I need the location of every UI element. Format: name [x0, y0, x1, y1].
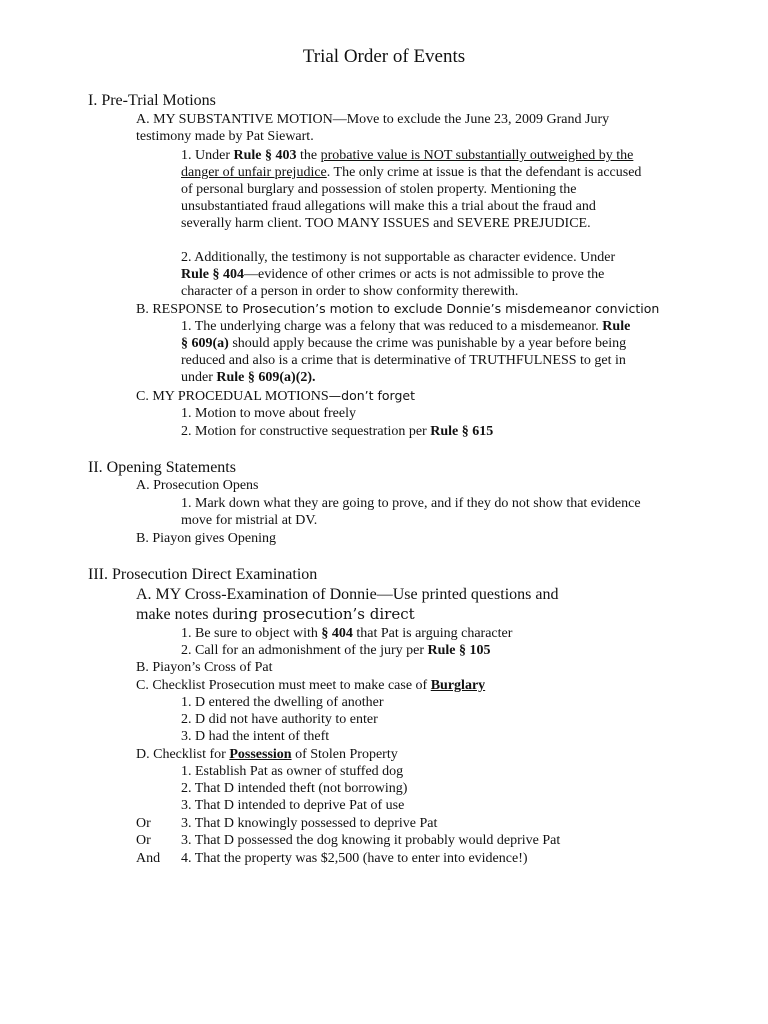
procedural-motions-line: C. MY PROCEDUAL MOTIONS—don’t forget — [136, 388, 416, 404]
possession-point-3c: 3. That D possessed the dog knowing it probably would deprive Pat — [181, 833, 561, 848]
or-label-2: Or — [136, 833, 151, 848]
piayon-cross: B. Piayon’s Cross of Pat — [136, 660, 273, 675]
possession-point-2: 2. That D intended theft (not borrowing) — [181, 781, 408, 796]
rule-615: Rule § 615 — [430, 424, 494, 439]
procedural-point-2: 2. Motion for constructive sequestration per Rule § 615 — [181, 424, 494, 439]
response-point-1-line3: reduced and also is a crime that is determinative of TRUTHFULNESS to get in — [181, 353, 626, 368]
burglary-point-1: 1. D entered the dwelling of another — [181, 695, 384, 710]
opening-a-point-1-line1: 1. Mark down what they are going to prove, and if they do not show that evidence — [181, 496, 641, 511]
point-2-line2: Rule § 404—evidence of other crimes or acts is not admissible to prove the — [181, 267, 605, 282]
response-b-line: B. RESPONSE to Prosecution’s motion to exclude Donnie’s misdemeanor conviction — [136, 301, 660, 317]
cross-exam-a-line1: A. MY Cross-Examination of Donnie—Use printed questions and — [136, 586, 559, 603]
opening-a: A. Prosecution Opens — [136, 478, 259, 493]
point-2-line3: character of a person in order to show conformity therewith. — [181, 284, 519, 299]
checklist-possession: D. Checklist for Possession of Stolen Property — [136, 747, 398, 762]
rule-609a: § 609(a) — [181, 336, 229, 351]
motion-a-line2: testimony made by Pat Siewart. — [136, 129, 314, 144]
response-point-1-line1: 1. The underlying charge was a felony that was reduced to a misdemeanor. Rule — [181, 319, 631, 334]
section-heading-pretrial-motions: I. Pre-Trial Motions — [88, 92, 216, 109]
procedural-point-1: 1. Motion to move about freely — [181, 406, 356, 421]
response-point-1-line4: under Rule § 609(a)(2). — [181, 370, 316, 385]
possession-point-4: 4. That the property was $2,500 (have to enter into evidence!) — [181, 851, 528, 866]
response-point-1-line2: § 609(a) should apply because the crime was punishable by a year before being — [181, 336, 627, 351]
point-1-line5: severally harm client. TOO MANY ISSUES and SEVERE PREJUDICE. — [181, 216, 591, 231]
possession-point-1: 1. Establish Pat as owner of stuffed dog — [181, 764, 404, 779]
section-heading-prosecution-direct: III. Prosecution Direct Examination — [88, 566, 318, 583]
point-1-line4: unsubstantiated fraud allegations will make this a trial about the fraud and — [181, 199, 596, 214]
rule-609a2: Rule § 609(a)(2). — [216, 370, 316, 385]
burglary-point-2: 2. D did not have authority to enter — [181, 712, 378, 727]
cross-point-1: 1. Be sure to object with § 404 that Pat is arguing character — [181, 626, 513, 641]
motion-a-line1: A. MY SUBSTANTIVE MOTION—Move to exclude the June 23, 2009 Grand Jury — [136, 112, 610, 127]
cross-point-2: 2. Call for an admonishment of the jury per Rule § 105 — [181, 643, 491, 658]
point-1-line3: of personal burglary and possession of stolen property. Mentioning the — [181, 182, 577, 197]
rule-404: Rule § 404 — [181, 267, 244, 282]
rule-403: Rule § 403 — [233, 148, 297, 163]
opening-b: B. Piayon gives Opening — [136, 531, 276, 546]
and-label: And — [136, 851, 161, 866]
point-2-line1: 2. Additionally, the testimony is not supportable as character evidence. Under — [181, 250, 616, 265]
point-1-line2: danger of unfair prejudice. The only crime at issue is that the defendant is accused — [181, 165, 642, 180]
possession-point-3b: 3. That D knowingly possessed to deprive Pat — [181, 816, 438, 831]
cross-exam-a-line2: make notes during prosecution’s direct — [136, 605, 415, 623]
document-title: Trial Order of Events — [302, 46, 466, 67]
or-label-1: Or — [136, 816, 151, 831]
opening-a-point-1-line2: move for mistrial at DV. — [181, 513, 318, 528]
burglary-point-3: 3. D had the intent of theft — [181, 729, 330, 744]
possession-point-3: 3. That D intended to deprive Pat of use — [181, 798, 405, 813]
point-1-line1: 1. Under Rule § 403 the probative value is NOT substantially outweighed by the — [181, 148, 634, 163]
rule-105: Rule § 105 — [427, 643, 491, 658]
section-heading-opening-statements: II. Opening Statements — [88, 459, 236, 476]
checklist-burglary: C. Checklist Prosecution must meet to make case of Burglary — [136, 678, 486, 693]
